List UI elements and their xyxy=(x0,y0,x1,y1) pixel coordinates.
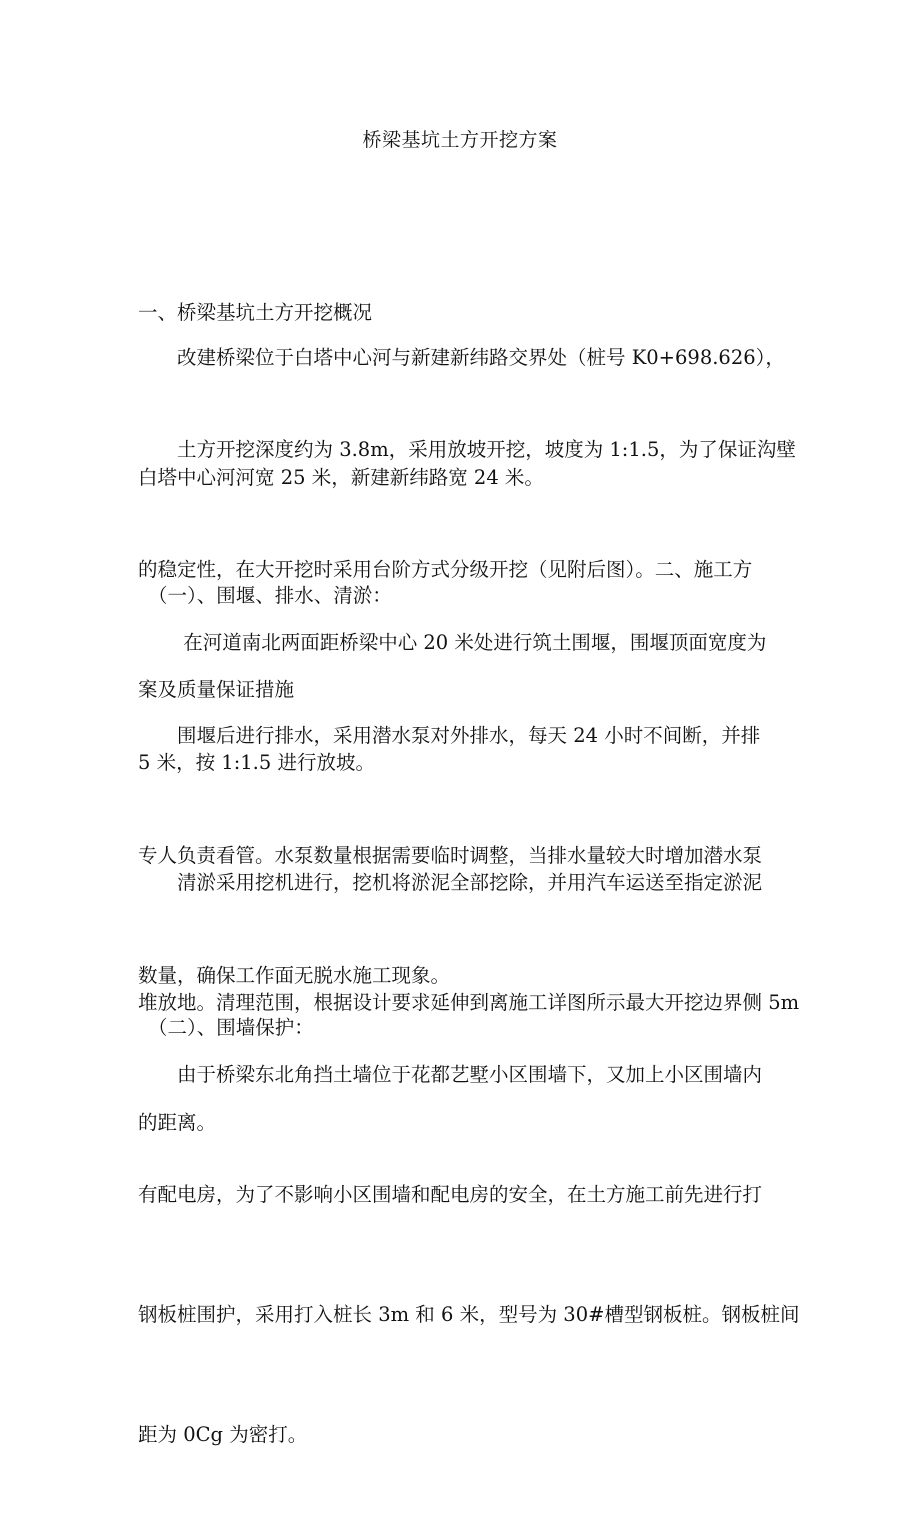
paragraph-line: 由于桥梁东北角挡土墙位于花都艺墅小区围墙下，又加上小区围墙内 xyxy=(177,1063,763,1086)
paragraph-line: 堆放地。清理范围，根据设计要求延伸到离施工详图所示最大开挖边界侧 5m xyxy=(138,991,800,1014)
paragraph-line: 的距离。 xyxy=(138,1111,217,1134)
paragraph-line: 数量，确保工作面无脱水施工现象。 xyxy=(138,964,451,987)
heading-text: 一、桥梁基坑土方开挖概况 xyxy=(138,301,373,324)
heading-text: （一）、围堰、排水、清淤： xyxy=(148,584,392,607)
paragraph-line: 的稳定性，在大开挖时采用台阶方式分级开挖（见附后图）。二、施工方 xyxy=(138,558,753,581)
paragraph-line: 距为 0Cg 为密打。 xyxy=(138,1423,308,1446)
paragraph-line: 围堰后进行排水，采用潜水泵对外排水，每天 24 小时不间断，并排 xyxy=(177,724,761,747)
paragraph-line: 在河道南北两面距桥梁中心 20 米处进行筑土围堰，围堰顶面宽度为 xyxy=(177,631,767,654)
paragraph-line: 清淤采用挖机进行，挖机将淤泥全部挖除，并用汽车运送至指定淤泥 xyxy=(177,871,763,894)
paragraph-line: 土方开挖深度约为 3.8m，采用放坡开挖，坡度为 1:1.5，为了保证沟壁 xyxy=(177,438,796,461)
paragraph-line: 白塔中心河河宽 25 米，新建新纬路宽 24 米。 xyxy=(138,466,544,489)
paragraph-line: 5 米，按 1:1.5 进行放坡。 xyxy=(138,751,375,774)
paragraph-line: 有配电房，为了不影响小区围墙和配电房的安全，在土方施工前先进行打 xyxy=(138,1183,763,1206)
paragraph-line: 案及质量保证措施 xyxy=(138,678,295,701)
document-title: 桥梁基坑土方开挖方案 xyxy=(362,129,558,151)
paragraph-line: 改建桥梁位于白塔中心河与新建新纬路交界处（桩号 K0+698.626）， xyxy=(177,346,785,369)
paragraph-line: 钢板桩围护，采用打入桩长 3m 和 6 米，型号为 30#槽型钢板桩。钢板桩间 xyxy=(138,1303,800,1326)
heading-text: （二）、围墙保护： xyxy=(148,1016,314,1039)
paragraph-line: 专人负责看管。水泵数量根据需要临时调整，当排水量较大时增加潜水泵 xyxy=(138,844,763,867)
paragraph-wall-protection xyxy=(138,975,799,1535)
